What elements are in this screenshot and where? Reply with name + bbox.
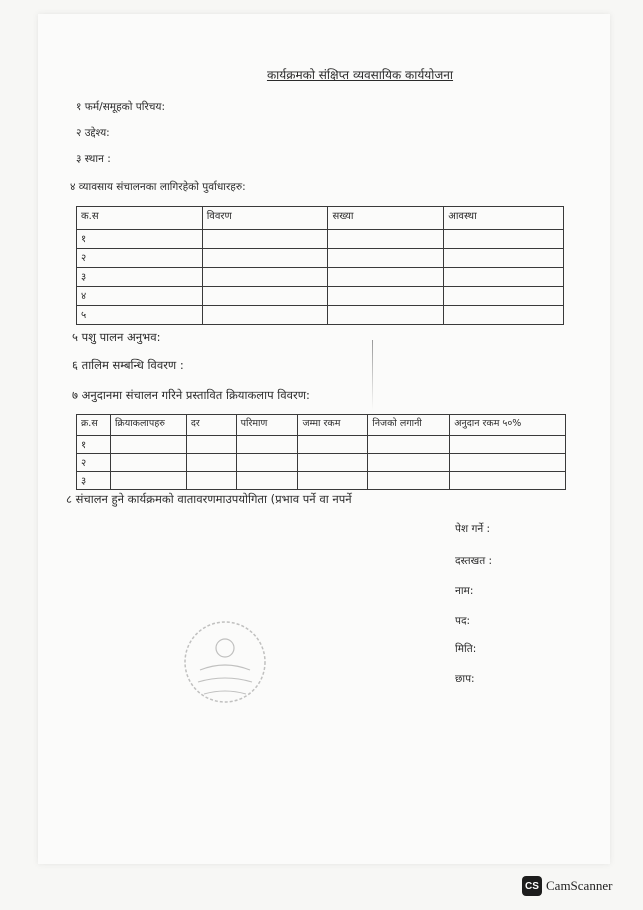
date-label: मिति: xyxy=(455,643,477,655)
item-activities: ७ अनुदानमा संचालन गरिने प्रस्तावित क्रियाकलाप विवरण: xyxy=(72,388,310,402)
table-cell xyxy=(202,230,328,249)
table-cell xyxy=(450,436,566,454)
signature-label: दस्तखत : xyxy=(455,555,493,567)
table-cell xyxy=(444,268,564,287)
row-number: ५ xyxy=(77,306,203,325)
submit-label: पेश गर्ने : xyxy=(455,523,491,535)
table-cell xyxy=(186,454,236,472)
header-quantity: सख्या xyxy=(328,207,444,230)
table-cell xyxy=(110,454,186,472)
table-cell xyxy=(444,249,564,268)
table-row xyxy=(77,472,566,490)
table-row xyxy=(77,436,566,454)
table-row xyxy=(77,306,564,325)
table-cell xyxy=(202,306,328,325)
document-title: कार्यक्रमको संक्षिप्त व्यवसायिक कार्ययोजना xyxy=(266,68,454,82)
seal-label: छाप: xyxy=(455,673,475,685)
infrastructure-table xyxy=(76,206,564,325)
row-number: १ xyxy=(77,230,203,249)
table-row xyxy=(77,268,564,287)
camscanner-watermark xyxy=(522,876,612,896)
table-cell xyxy=(368,454,450,472)
table-cell xyxy=(328,306,444,325)
post-label: पद: xyxy=(455,615,471,627)
table-cell xyxy=(186,436,236,454)
table-cell xyxy=(328,268,444,287)
row-number: २ xyxy=(77,454,111,472)
activities-table xyxy=(76,414,566,490)
table-row xyxy=(77,454,566,472)
stamp-icon xyxy=(170,612,280,722)
table-cell xyxy=(328,287,444,306)
row-number: ४ xyxy=(77,287,203,306)
row-number: ३ xyxy=(77,268,203,287)
table-cell xyxy=(236,472,298,490)
table-cell xyxy=(444,306,564,325)
table-header-row xyxy=(77,415,566,436)
table-cell xyxy=(368,472,450,490)
table-cell xyxy=(450,472,566,490)
header-quantity: परिमाण xyxy=(236,415,298,436)
table-cell xyxy=(328,249,444,268)
table-cell xyxy=(298,436,368,454)
camscanner-logo-icon: CS xyxy=(522,876,542,896)
row-number: २ xyxy=(77,249,203,268)
table-cell xyxy=(110,436,186,454)
table-cell xyxy=(236,436,298,454)
table-row xyxy=(77,287,564,306)
item-location: ३ स्थान : xyxy=(76,153,111,165)
paper-fold xyxy=(372,340,373,410)
item-objective: २ उद्देश्य: xyxy=(76,127,110,139)
table-cell xyxy=(202,287,328,306)
header-sn: क्र.स xyxy=(77,415,111,436)
table-header-row xyxy=(77,207,564,230)
table-cell xyxy=(236,454,298,472)
table-cell xyxy=(202,268,328,287)
item-livestock: ५ पशु पालन अनुभव: xyxy=(72,330,161,344)
header-activities: क्रियाकलापहरु xyxy=(110,415,186,436)
header-rate: दर xyxy=(186,415,236,436)
table-cell xyxy=(450,454,566,472)
item-environment: ८ संचालन हुने कार्यक्रमको वातावरणमाउपयोगिता (प्रभाव पर्ने वा नपर्ने xyxy=(66,492,352,506)
camscanner-text: CamScanner xyxy=(546,878,613,893)
item-training: ६ तालिम सम्बन्धि विवरण : xyxy=(72,358,184,372)
table-cell xyxy=(186,472,236,490)
table-cell xyxy=(202,249,328,268)
table-cell xyxy=(328,230,444,249)
row-number: १ xyxy=(77,436,111,454)
header-grant-amount: अनुदान रकम ५०% xyxy=(450,415,566,436)
item-group-intro: १ फर्म/समूहको परिचय: xyxy=(76,101,166,113)
header-description: विवरण xyxy=(202,207,328,230)
table-cell xyxy=(298,472,368,490)
table-cell xyxy=(444,287,564,306)
table-row xyxy=(77,230,564,249)
table-cell xyxy=(444,230,564,249)
header-total-amount: जम्मा रकम xyxy=(298,415,368,436)
header-sn: क.स xyxy=(77,207,203,230)
table-row xyxy=(77,249,564,268)
item-infrastructure: ४ व्यावसाय संचालनका लागिरहेको पुर्वाधारहरु: xyxy=(70,181,246,193)
table-cell xyxy=(298,454,368,472)
header-status: आवस्था xyxy=(444,207,564,230)
row-number: ३ xyxy=(77,472,111,490)
name-label: नाम: xyxy=(455,585,474,597)
header-own-investment: निजको लगानी xyxy=(368,415,450,436)
table-cell xyxy=(368,436,450,454)
table-cell xyxy=(110,472,186,490)
